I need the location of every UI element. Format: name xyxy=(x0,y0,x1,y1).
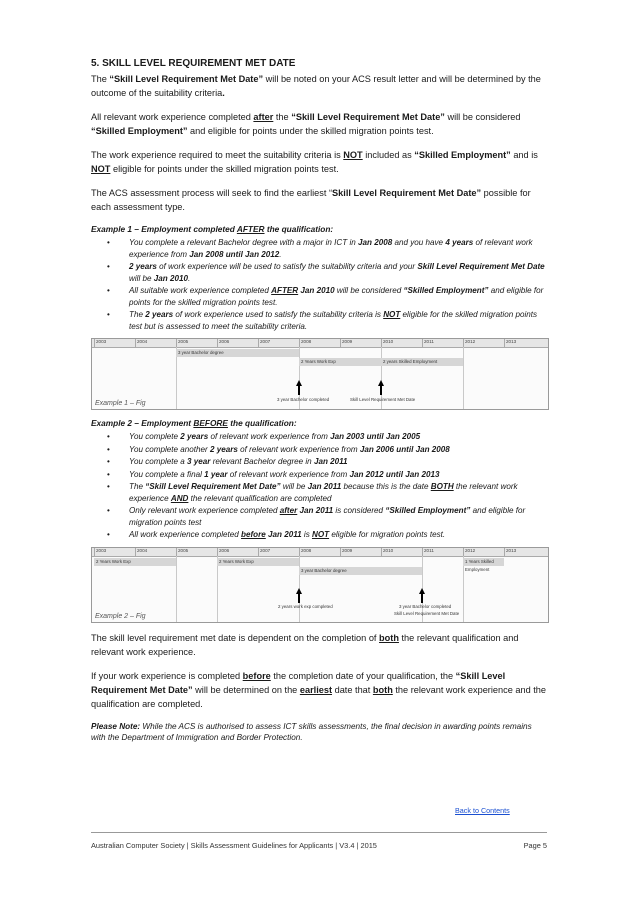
year-label: 2011 xyxy=(422,339,434,347)
text: All work experience completed xyxy=(129,530,242,539)
year-label: 2010 xyxy=(381,548,393,556)
document-page xyxy=(91,58,547,754)
text: Jan 2011 xyxy=(313,457,348,466)
text: . xyxy=(187,273,191,283)
emphasis-both: both xyxy=(372,684,393,695)
text: NOT xyxy=(311,530,330,539)
text: relevant Bachelor degree in xyxy=(210,457,314,466)
text: and is xyxy=(510,150,538,160)
arrow-shaft xyxy=(421,594,423,603)
year-label: 2008 xyxy=(299,548,311,556)
figure-caption: Example 2 – Fig xyxy=(95,612,146,620)
note-label: Please Note: xyxy=(91,721,141,731)
text: 2 years xyxy=(210,444,238,454)
text: and you have xyxy=(392,238,446,247)
paragraph-dependent xyxy=(91,631,547,659)
term-bold: “Skill Level Requirement Met Date” xyxy=(109,74,264,84)
text: AND xyxy=(170,493,189,503)
text: Jan 2012 until Jan 2013 xyxy=(349,469,440,479)
text: Jan 2006 until Jan 2008 xyxy=(359,444,450,454)
text: the relevant work experience and the qualification are completed. xyxy=(91,684,547,709)
list-item xyxy=(129,469,547,481)
text: If your work experience is completed xyxy=(91,670,243,681)
text: 4 years xyxy=(445,238,474,247)
text: Jan 2008 until Jan 2012 xyxy=(189,249,280,259)
text: You complete a relevant Bachelor degree with a major in ICT in xyxy=(129,238,358,247)
text: the completion date of your qualification, the xyxy=(270,670,456,681)
list-item xyxy=(129,237,547,260)
list-item xyxy=(129,285,547,308)
text: NOT xyxy=(383,310,401,319)
emphasis-earliest: earliest xyxy=(299,684,333,695)
page-number: Page 5 xyxy=(523,841,547,850)
text: Example 1 – Employment completed xyxy=(91,224,237,234)
text: 2 years xyxy=(180,432,209,441)
paragraph-earliest xyxy=(91,186,547,214)
year-label: 2006 xyxy=(217,548,229,556)
section-heading: 5. SKILL LEVEL REQUIREMENT MET DATE xyxy=(91,58,296,69)
example1-title xyxy=(91,224,547,234)
bar-bachelor: 3 year Bachelor degree xyxy=(299,567,422,575)
text: the xyxy=(273,112,292,122)
text: You complete a xyxy=(129,457,188,466)
text: eligible for the skilled migration points test but is assessed to meet the suitability criteria. xyxy=(129,310,538,331)
grid-line xyxy=(463,347,464,409)
text: Skill Level Requirement Met Date xyxy=(417,262,545,271)
text: Jan 2011 xyxy=(307,482,342,491)
bar-work-exp: 2 Years Work Exp xyxy=(217,558,299,566)
text: the qualification: xyxy=(264,224,334,234)
term-bold: “Skill Level Requirement Met Date” xyxy=(91,670,506,695)
text: date that xyxy=(332,684,373,695)
emphasis-not: NOT xyxy=(343,150,363,160)
timeline-band xyxy=(92,548,548,557)
text: The skill level requirement met date is dependent on the completion of xyxy=(91,632,380,643)
emphasis-both: both xyxy=(379,632,399,643)
text: “Skilled Employment” xyxy=(385,506,471,515)
list-item xyxy=(129,529,547,541)
paragraph-intro xyxy=(91,72,547,100)
text: Jan 2008 xyxy=(358,238,393,247)
text: of relevant work experience from xyxy=(227,469,350,479)
list-item xyxy=(129,309,547,332)
text: eligible for points under the skilled migration points test. xyxy=(110,164,339,174)
text: “Skilled Employment” xyxy=(403,286,489,295)
text: will be considered xyxy=(334,286,404,295)
grid-line xyxy=(176,556,177,622)
year-label: 2004 xyxy=(135,548,147,556)
year-label: 2006 xyxy=(217,339,229,347)
year-label: 2013 xyxy=(504,339,516,347)
year-label: 2009 xyxy=(340,339,352,347)
bar-skilled-employment: 1 Years Skilled Employment xyxy=(463,558,504,566)
note-text: While the ACS is authorised to assess ICT skills assessments, the final decision in awarding points remains with the Department of Immigration and Border Protection. xyxy=(91,721,532,742)
arrow-shaft xyxy=(298,594,300,603)
paragraph-after xyxy=(91,110,547,138)
paragraph-before xyxy=(91,669,547,711)
text: AFTER xyxy=(271,286,299,295)
year-label: 2011 xyxy=(422,548,434,556)
example2-list xyxy=(91,431,547,541)
timeline-band xyxy=(92,339,548,348)
emphasis-after: AFTER xyxy=(236,224,265,234)
page-footer xyxy=(91,841,547,850)
text: because this is the date xyxy=(341,482,431,491)
text: Jan 2011 xyxy=(297,506,334,515)
text: “Skill Level Requirement Met Date” xyxy=(145,482,281,491)
text: will be xyxy=(280,482,308,491)
arrow-label: Skill Level Requirement Met Date xyxy=(394,610,460,616)
text: You complete another xyxy=(129,444,210,454)
example2-title xyxy=(91,418,547,428)
text: of work experience used to satisfy the suitability criteria is xyxy=(173,310,384,319)
back-to-contents-link[interactable]: Back to Contents xyxy=(455,806,510,815)
year-label: 2005 xyxy=(176,548,188,556)
term-bold: Skill Level Requirement Met Date” xyxy=(332,188,482,198)
text: Example 2 – Employment xyxy=(91,418,194,428)
text: You complete a final xyxy=(129,469,205,479)
text: the relevant qualification are completed xyxy=(188,493,332,503)
text: will be xyxy=(129,273,154,283)
text: and eligible for migration points test xyxy=(129,506,526,527)
year-label: 2005 xyxy=(176,339,188,347)
text: of relevant work experience from xyxy=(237,444,360,454)
text: The xyxy=(91,74,110,84)
text: and eligible for points under the skilled migration points test. xyxy=(187,126,434,136)
text: of work experience will be used to satisfy the suitability criteria and your xyxy=(156,262,418,271)
text: The xyxy=(129,310,146,319)
text: is considered xyxy=(333,506,386,515)
year-label: 2009 xyxy=(340,548,352,556)
year-label: 2012 xyxy=(463,339,475,347)
text: is xyxy=(301,530,312,539)
please-note xyxy=(91,721,547,744)
text: after xyxy=(279,506,298,515)
text: the qualification: xyxy=(227,418,297,428)
text: All relevant work experience completed xyxy=(91,112,254,122)
bar-work-exp: 2 Years Work Exp xyxy=(94,558,176,566)
list-item xyxy=(129,456,547,468)
text: included as xyxy=(362,150,415,160)
year-label: 2007 xyxy=(258,548,270,556)
text: will be considered xyxy=(444,112,521,122)
text: eligible for migration points test. xyxy=(329,530,446,539)
text: Jan 2011 xyxy=(265,530,302,539)
arrow-label: 3 year Bachelor completed xyxy=(277,397,330,402)
text: the relevant work experience xyxy=(129,482,518,503)
text: Only relevant work experience completed xyxy=(129,506,280,515)
text: before xyxy=(241,530,266,539)
arrow-label: 3 year Bachelor completed xyxy=(399,603,452,609)
year-label: 2003 xyxy=(94,339,106,347)
term-bold: “Skilled Employment” xyxy=(91,126,188,136)
arrow-shaft xyxy=(298,386,300,395)
example1-figure xyxy=(91,338,549,410)
emphasis-after: after xyxy=(253,112,274,122)
text: . xyxy=(222,88,225,98)
text: the relevant qualification and relevant work experience. xyxy=(91,632,519,657)
text: of relevant work experience from xyxy=(129,238,533,259)
text: You complete xyxy=(129,432,181,441)
emphasis-before: before xyxy=(242,670,271,681)
text: . xyxy=(279,249,282,259)
text: possible for each assessment type. xyxy=(91,188,531,212)
figure-caption: Example 1 – Fig xyxy=(95,400,146,407)
paragraph-not-included xyxy=(91,148,547,176)
emphasis-before: BEFORE xyxy=(193,418,228,428)
text: The ACS assessment process will seek to find the earliest “ xyxy=(91,188,333,198)
text: All suitable work experience completed xyxy=(129,286,272,295)
example2-figure xyxy=(91,547,549,623)
text: 2 years xyxy=(145,310,174,319)
year-label: 2003 xyxy=(94,548,106,556)
text: will be determined on the xyxy=(192,684,300,695)
text: BOTH xyxy=(430,482,454,491)
arrow-label: Skill Level Requirement Met Date xyxy=(350,397,416,402)
text: 2 years xyxy=(129,262,157,271)
text: 3 year xyxy=(187,457,211,466)
list-item xyxy=(129,261,547,284)
emphasis-not: NOT xyxy=(91,164,111,174)
year-label: 2008 xyxy=(299,339,311,347)
text: Jan 2010 xyxy=(153,273,188,283)
footer-left: Australian Computer Society | Skills Assessment Guidelines for Applicants | V3.4 | 2015 xyxy=(91,841,377,850)
year-label: 2013 xyxy=(504,548,516,556)
arrow-shaft xyxy=(380,386,382,395)
footer-divider xyxy=(91,832,547,833)
year-label: 2012 xyxy=(463,548,475,556)
example1-list xyxy=(91,237,547,332)
text: Jan 2003 until Jan 2005 xyxy=(330,432,421,441)
list-item xyxy=(129,444,547,456)
year-label: 2004 xyxy=(135,339,147,347)
text: and eligible for points for the skilled migration points test. xyxy=(129,286,544,307)
term-bold: “Skilled Employment” xyxy=(414,150,511,160)
text: The work experience required to meet the suitability criteria is xyxy=(91,150,344,160)
text: Jan 2010 xyxy=(298,286,335,295)
arrow-label: 2 years work exp completed xyxy=(278,603,333,609)
bar-work-exp: 2 Years Work Exp xyxy=(299,358,381,366)
bar-skilled-employment: 2 years Skilled Employment xyxy=(381,358,463,366)
list-item xyxy=(129,481,547,504)
list-item xyxy=(129,505,547,528)
text: will be noted on your ACS result letter and will be determined by the outcome of the suitability criteria xyxy=(91,74,541,98)
list-item xyxy=(129,431,547,443)
term-bold: “Skill Level Requirement Met Date” xyxy=(291,112,445,122)
year-label: 2010 xyxy=(381,339,393,347)
year-label: 2007 xyxy=(258,339,270,347)
text: 1 year xyxy=(204,469,228,479)
text: The xyxy=(129,482,146,491)
text: of relevant work experience from xyxy=(208,432,331,441)
bar-bachelor: 3 year Bachelor degree xyxy=(176,349,299,357)
